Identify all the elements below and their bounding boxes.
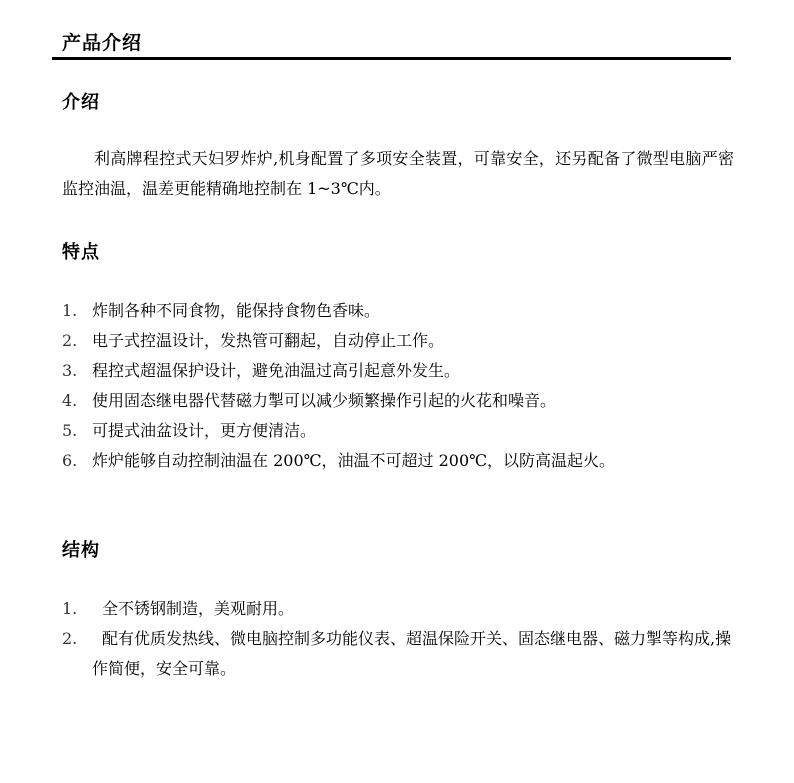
intro-paragraph: 利高牌程控式天妇罗炸炉,机身配置了多项安全装置，可靠安全，还另配备了微型电脑严密监控油温，温差更能精确地控制在 1~3℃内。 xyxy=(62,149,734,198)
intro-heading: 介绍 xyxy=(62,92,100,113)
list-item-number: 4. xyxy=(62,391,78,410)
list-item xyxy=(62,326,734,356)
list-item-text: 全不锈钢制造，美观耐用。 xyxy=(102,599,295,618)
list-item-number: 5. xyxy=(62,421,78,440)
structure-list xyxy=(62,594,734,684)
features-heading: 特点 xyxy=(62,242,100,263)
features-list xyxy=(62,296,734,476)
list-item-text: 炸制各种不同食物，能保持食物色香味。 xyxy=(92,301,381,320)
list-item xyxy=(62,296,734,326)
list-item xyxy=(62,386,734,416)
list-item-text: 炸炉能够自动控制油温在 200℃，油温不可超过 200℃，以防高温起火。 xyxy=(92,451,616,470)
title-divider xyxy=(52,57,731,60)
list-item xyxy=(62,416,734,446)
list-item xyxy=(62,624,734,684)
list-item-number: 2. xyxy=(62,331,78,350)
list-item-text: 电子式控温设计，发热管可翻起，自动停止工作。 xyxy=(92,331,445,350)
structure-heading: 结构 xyxy=(62,540,100,561)
list-item-number: 1. xyxy=(62,599,78,618)
list-item xyxy=(62,594,734,624)
list-item xyxy=(62,356,734,386)
list-item-number: 3. xyxy=(62,361,78,380)
list-item xyxy=(62,446,734,476)
list-item-number: 6. xyxy=(62,451,78,470)
page-title: 产品介绍 xyxy=(62,32,143,54)
list-item-number: 1. xyxy=(62,301,78,320)
list-item-text: 程控式超温保护设计，避免油温过高引起意外发生。 xyxy=(92,361,461,380)
list-item-text: 使用固态继电器代替磁力掣可以减少频繁操作引起的火花和噪音。 xyxy=(92,391,557,410)
list-item-number: 2. xyxy=(62,629,78,648)
list-item-text: 可提式油盆设计，更方便清洁。 xyxy=(92,421,317,440)
list-item-text: 配有优质发热线、微电脑控制多功能仪表、超温保险开关、固态继电器、磁力掣等构成,操作简便，安全可靠。 xyxy=(92,629,732,678)
